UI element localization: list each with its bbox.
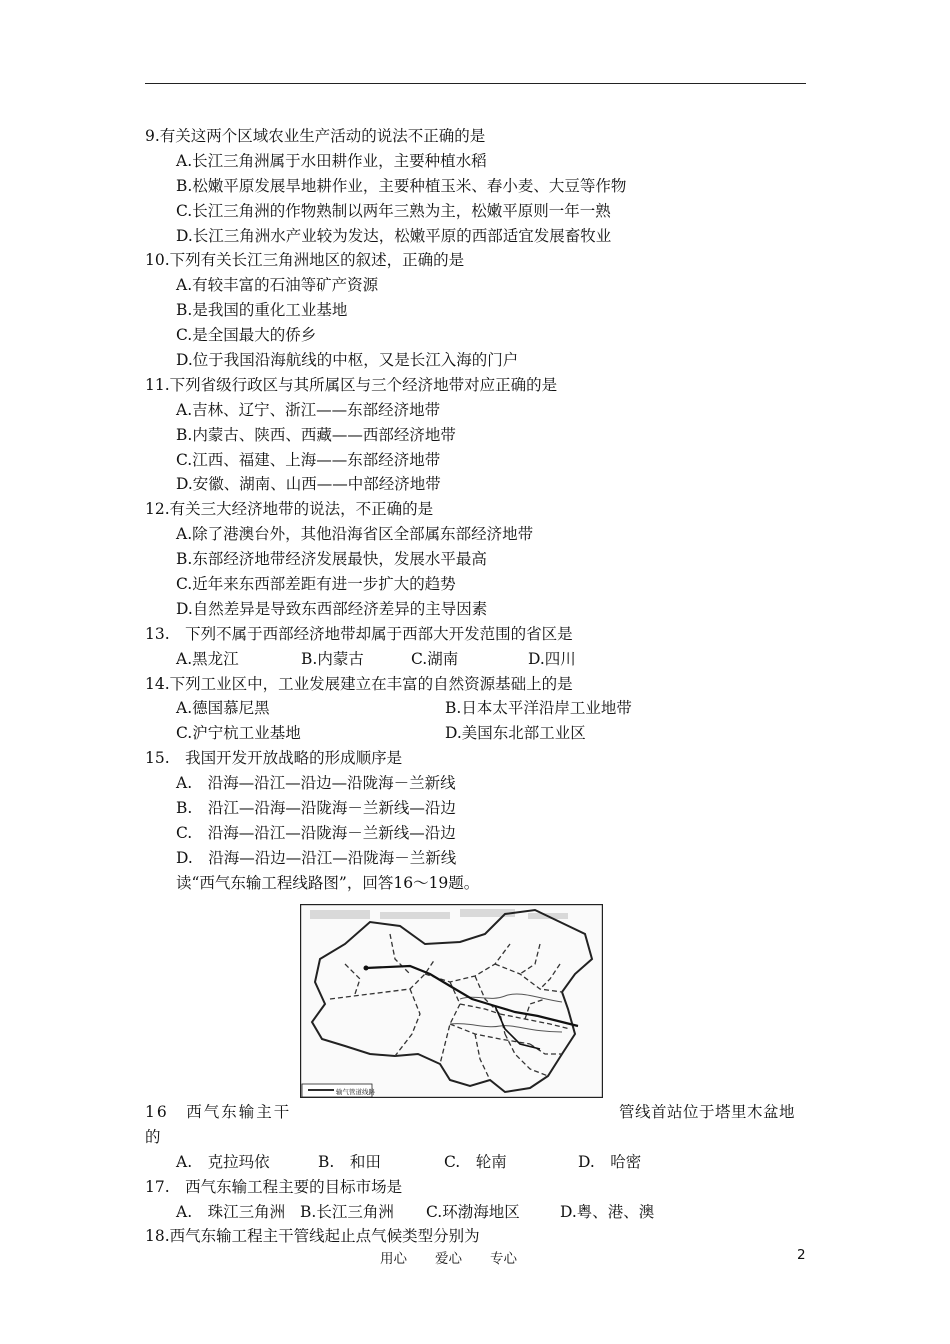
q14-options-row2 xyxy=(145,721,810,746)
footer-item-3: 专心 xyxy=(490,1251,517,1267)
q9-option-a: A.长江三角洲属于水田耕作业，主要种植水稻 xyxy=(176,151,487,170)
q16-stem-right: 管线首站位于塔里木盆地 xyxy=(619,1103,796,1121)
q14-option-d: D.美国东北部工业区 xyxy=(445,724,586,743)
q13-option-c: C.湖南 xyxy=(411,649,459,668)
q9-stem: 9.有关这两个区域农业生产活动的说法不正确的是 xyxy=(145,127,486,145)
west-east-gas-map xyxy=(300,904,603,1098)
q9-option-d: D.长江三角洲水产业较为发达，松嫩平原的西部适宜发展畜牧业 xyxy=(176,226,612,245)
q14-options-row1 xyxy=(145,696,810,721)
footer-item-1: 用心 xyxy=(380,1251,407,1267)
q14-option-b: B.日本太平洋沿岸工业地带 xyxy=(445,699,632,718)
q13-options xyxy=(145,647,810,672)
q18-stem: 18.西气东输工程主干管线起止点气候类型分别为 xyxy=(145,1227,480,1246)
header-rule xyxy=(145,83,806,84)
q9-option-b: B.松嫩平原发展旱地耕作业，主要种植玉米、春小麦、大豆等作物 xyxy=(176,176,627,195)
q15-stem: 15. 我国开发开放战略的形成顺序是 xyxy=(145,749,403,768)
q15-option-c: C. 沿海—沿江—沿陇海－兰新线—沿边 xyxy=(176,823,456,842)
q16-stem-row xyxy=(145,1100,810,1125)
q14-option-c: C.沪宁杭工业基地 xyxy=(176,724,301,743)
q14-option-a: A.德国慕尼黑 xyxy=(176,699,270,718)
q11-option-c: C.江西、福建、上海——东部经济地带 xyxy=(176,450,441,469)
question-list xyxy=(145,124,810,896)
q17-options xyxy=(145,1200,810,1225)
q10-option-d: D.位于我国沿海航线的中枢，又是长江入海的门户 xyxy=(176,351,519,370)
q17-option-b: B.长江三角洲 xyxy=(300,1202,394,1221)
q16-option-b: B. 和田 xyxy=(318,1152,381,1171)
q15-option-d: D. 沿海—沿边—沿江—沿陇海－兰新线 xyxy=(176,848,457,867)
q12-stem: 12.有关三大经济地带的说法，不正确的是 xyxy=(145,500,434,519)
q11-stem: 11.下列省级行政区与其所属区与三个经济地带对应正确的是 xyxy=(145,375,558,394)
q11-option-d: D.安徽、湖南、山西——中部经济地带 xyxy=(176,475,441,494)
q14-stem: 14.下列工业区中，工业发展建立在丰富的自然资源基础上的是 xyxy=(145,674,573,693)
map-reading-intro: 读“西气东输工程线路图”，回答16～19题。 xyxy=(176,873,480,892)
q15-option-b: B. 沿江—沿海—沿陇海－兰新线—沿边 xyxy=(176,799,456,818)
q13-option-a: A.黑龙江 xyxy=(176,649,239,668)
q16-option-d: D. 哈密 xyxy=(578,1152,642,1171)
q15-option-a: A. 沿海—沿江—沿边—沿陇海－兰新线 xyxy=(176,774,456,793)
footer-motto xyxy=(380,1247,545,1267)
q17-option-d: D.粤、港、澳 xyxy=(560,1202,655,1221)
q12-option-a: A.除了港澳台外，其他沿海省区全部属东部经济地带 xyxy=(176,525,534,544)
q12-option-b: B.东部经济地带经济发展最快，发展水平最高 xyxy=(176,550,487,569)
page-footer xyxy=(0,1247,950,1269)
q16-options xyxy=(145,1150,810,1175)
q10-stem: 10.下列有关长江三角洲地区的叙述，正确的是 xyxy=(145,251,465,270)
question-list-lower xyxy=(145,1100,810,1249)
q9-option-c: C.长江三角洲的作物熟制以两年三熟为主，松嫩平原则一年一熟 xyxy=(176,201,611,220)
q13-stem: 13. 下列不属于西部经济地带却属于西部大开发范围的省区是 xyxy=(145,624,573,643)
q16-option-c: C. 轮南 xyxy=(444,1152,507,1171)
q16-stem-left: 16 西气东输主干 xyxy=(145,1103,292,1121)
q17-option-c: C.环渤海地区 xyxy=(426,1202,520,1221)
map-legend-label: 输气管道线路 xyxy=(336,1088,375,1096)
q17-stem: 17. 西气东输工程主要的目标市场是 xyxy=(145,1177,403,1196)
q10-option-b: B.是我国的重化工业基地 xyxy=(176,301,348,320)
page-number: 2 xyxy=(797,1247,806,1263)
q16-option-a: A. 克拉玛依 xyxy=(176,1152,270,1171)
q10-option-c: C.是全国最大的侨乡 xyxy=(176,326,317,345)
q11-option-b: B.内蒙古、陕西、西藏——西部经济地带 xyxy=(176,425,456,444)
q12-option-d: D.自然差异是导致东西部经济差异的主导因素 xyxy=(176,599,488,618)
q17-option-a: A. 珠江三角洲 xyxy=(176,1202,286,1221)
q13-option-b: B.内蒙古 xyxy=(301,649,364,668)
q11-option-a: A.吉林、辽宁、浙江——东部经济地带 xyxy=(176,400,441,419)
q10-option-a: A.有较丰富的石油等矿产资源 xyxy=(176,276,379,295)
q12-option-c: C.近年来东西部差距有进一步扩大的趋势 xyxy=(176,575,456,594)
footer-item-2: 爱心 xyxy=(435,1251,462,1267)
q13-option-d: D.四川 xyxy=(528,649,576,668)
q16-stem-wrap: 的 xyxy=(145,1127,161,1146)
